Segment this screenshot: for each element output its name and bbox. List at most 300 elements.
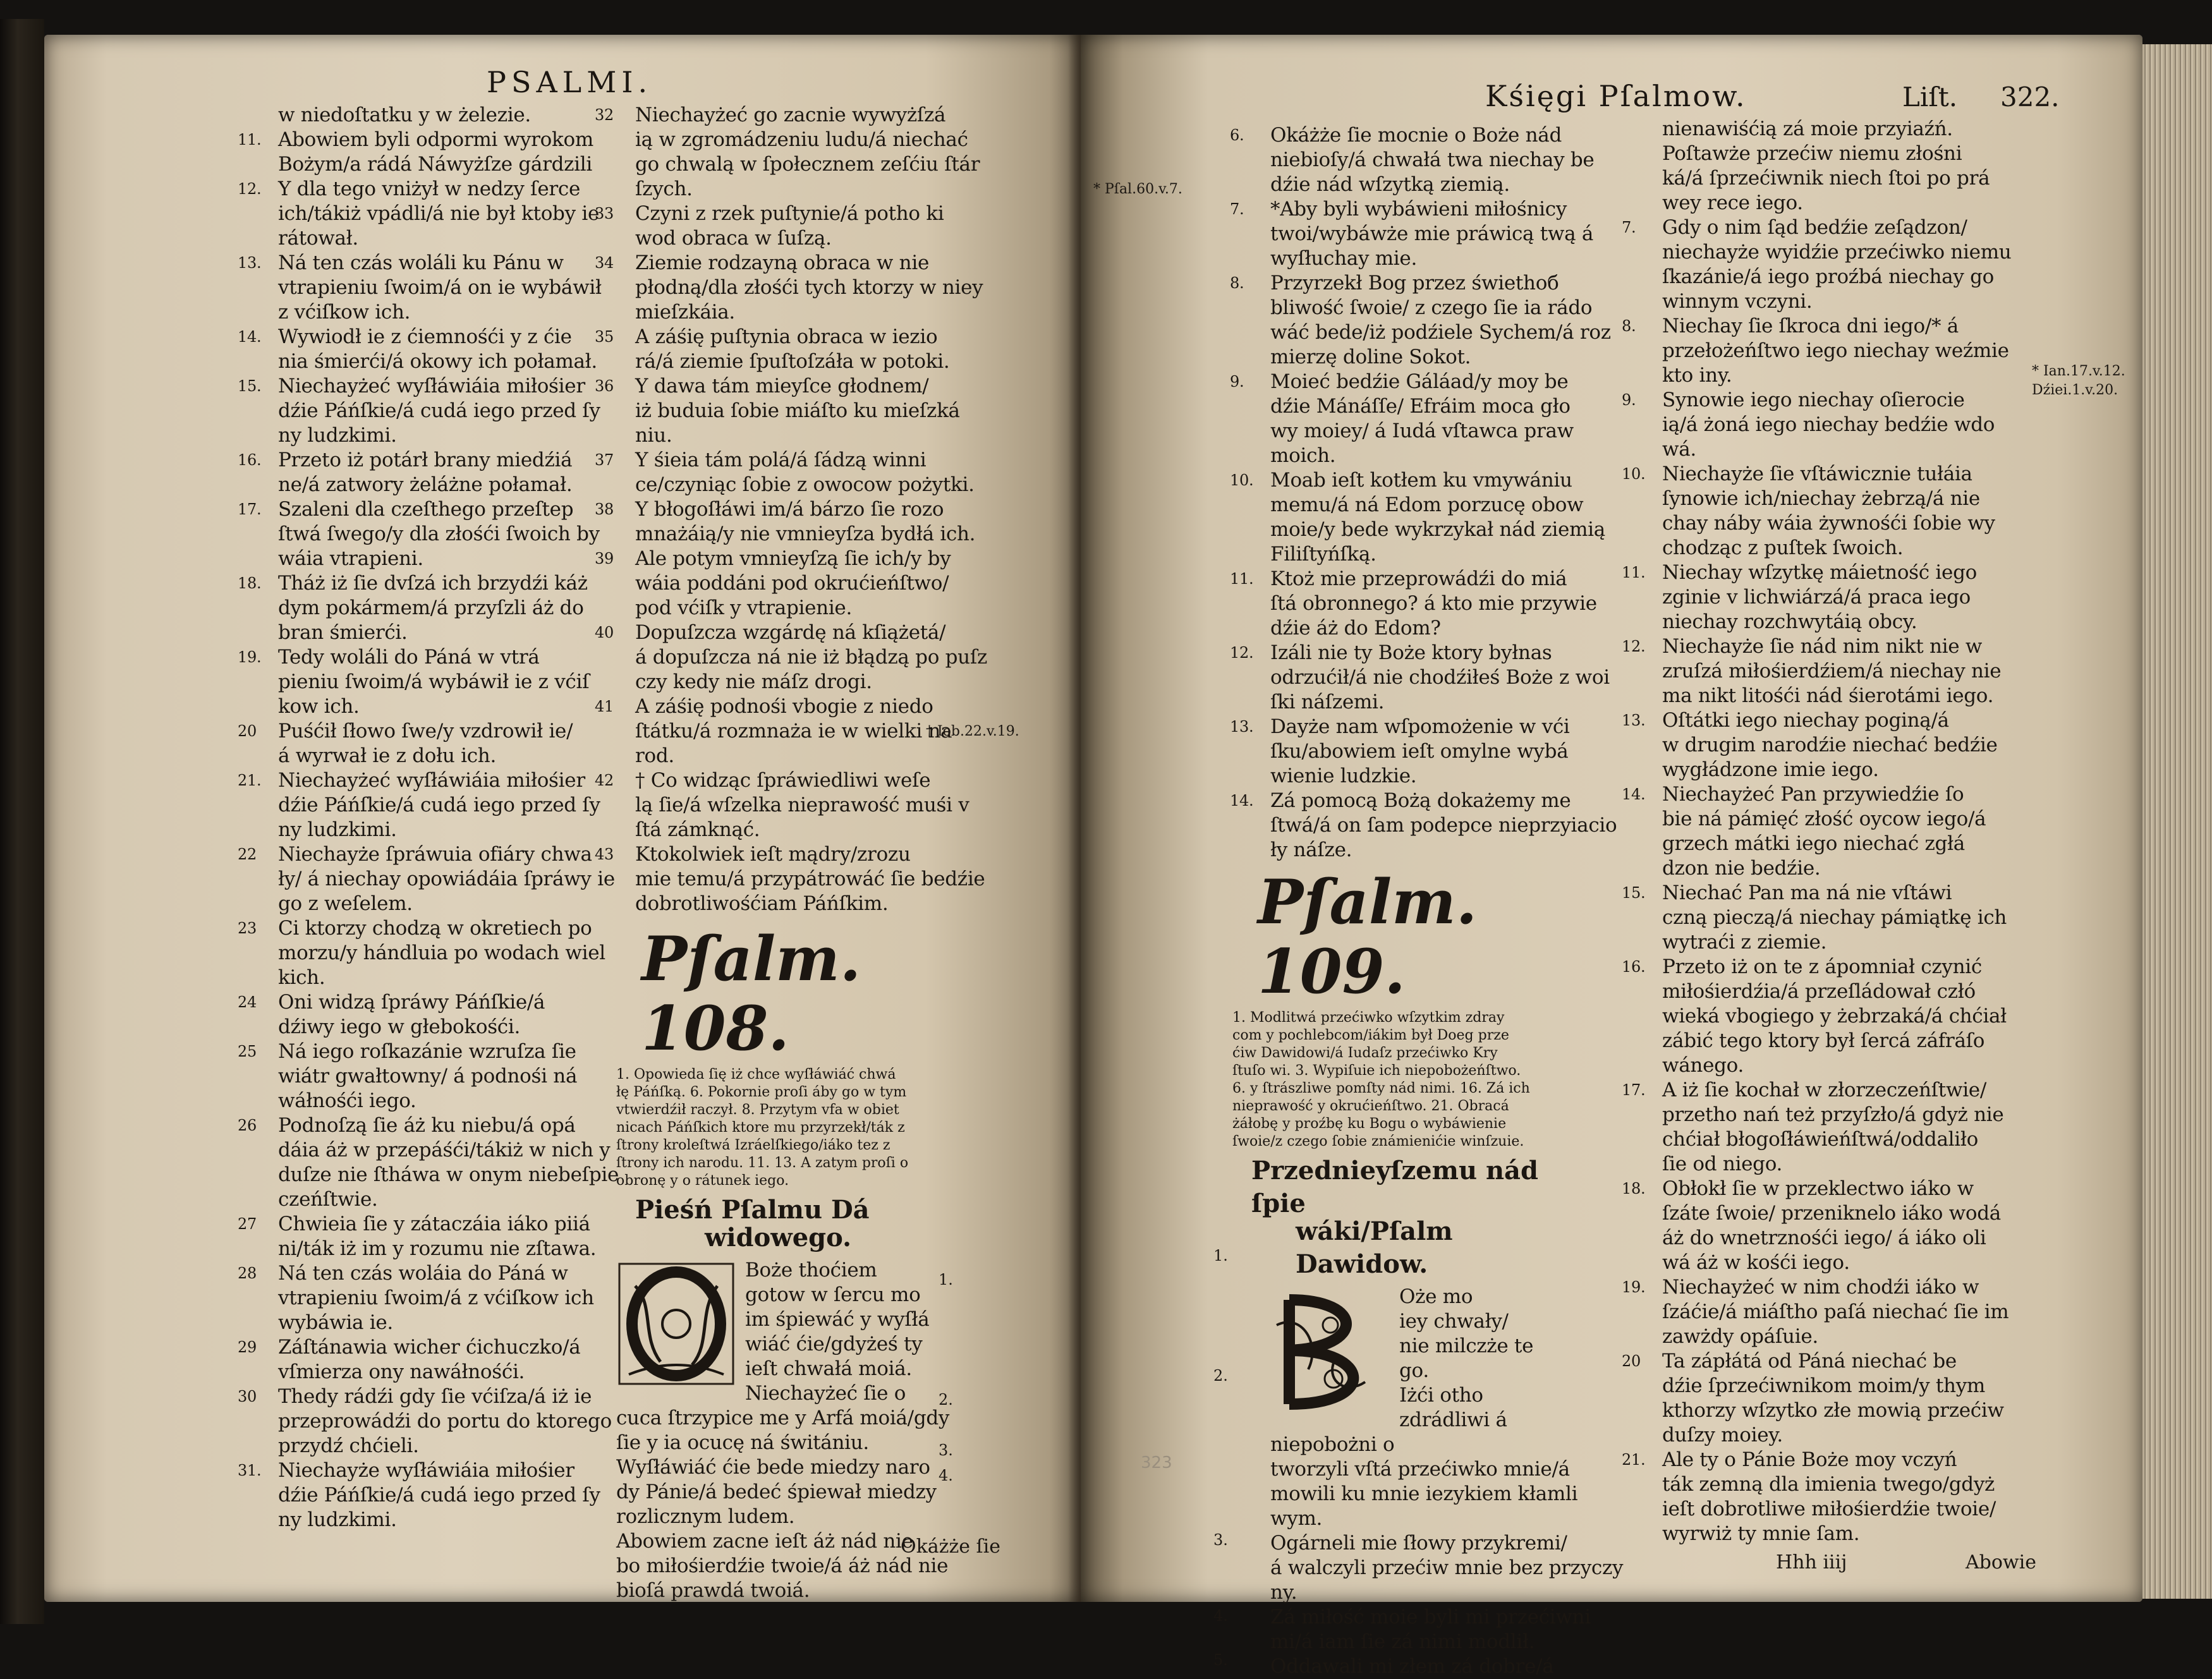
text-line <box>238 251 619 276</box>
verse-text: rod. <box>635 744 674 767</box>
verse-number: 5. <box>1213 1651 1228 1669</box>
text-line <box>1270 419 1617 444</box>
verse-text: Thedy rádźi gdy ſie vćiſza/á iż ie <box>278 1385 592 1408</box>
text-line <box>595 325 987 349</box>
text-line <box>1622 462 2011 487</box>
text-line: gotow w ſercu mo <box>745 1283 921 1306</box>
verse-text: zábić tego ktory był ſercá záfráſo <box>1662 1029 1985 1052</box>
verse-number: 18. <box>238 574 262 592</box>
verse-text: ny ludzkimi. <box>278 1508 397 1531</box>
text-line: ny. <box>1270 1581 1297 1604</box>
verse-text: wey rece iego. <box>1662 191 1803 214</box>
text-line <box>595 842 987 867</box>
verse-text: wáia poddáni pod okrućieńſtwo/ <box>635 572 949 595</box>
book-cover-edge <box>0 19 44 1624</box>
psalm-109-subhead: Przednieyſzemu nád ſpie <box>1251 1156 1538 1218</box>
verse-number: 35 <box>595 328 614 346</box>
text-line <box>238 1458 619 1483</box>
verse-text: ma nikt litośći nád śierotámi iego. <box>1662 684 1994 707</box>
verse-text: ſtá zámknąć. <box>635 818 760 841</box>
verse-text: Filiſtyńſką. <box>1270 543 1376 566</box>
verse-number: 11. <box>1622 564 1646 581</box>
verse-text: kow ich. <box>278 695 360 718</box>
text-line <box>1230 123 1617 148</box>
verse-text: á wyrwał ie z dołu ich. <box>278 744 496 767</box>
verse-text: Y dla tego vniżył w nedzy ſerce <box>278 178 581 200</box>
verse-text: Dopuſzcza wzgárdę ná kſiążetá/ <box>635 621 946 644</box>
text-line <box>238 374 619 399</box>
text-line <box>238 768 619 793</box>
text-line <box>1622 1078 2011 1103</box>
verse-text: A záśię puſtynia obraca w iezio <box>635 325 938 348</box>
text-line: niepobożni o <box>1270 1433 1395 1456</box>
verse-text: ſtwá ſwego/y dla złośći ſwoich by <box>278 523 600 545</box>
text-line <box>1662 758 2011 782</box>
verse-text: † Co widząc ſpráwiedliwi weſe <box>635 769 931 792</box>
text-line <box>278 423 619 448</box>
verse-number: 19. <box>238 648 262 666</box>
text-line <box>278 1286 619 1311</box>
text-line <box>278 793 619 818</box>
text-line: Zá miłość moie byli mi przećiwni <box>1270 1606 1591 1628</box>
text-line <box>278 399 619 423</box>
text-line <box>1230 567 1617 591</box>
verse-text: Ci ktorzy chodzą w okretiech po <box>278 917 592 940</box>
text-line: com y pochlebcom/iákim był Doeg prze <box>1232 1027 1509 1043</box>
verse-text: vtrapieniu ſwoim/á z vćiſkow ich <box>278 1287 594 1309</box>
verse-number: 23 <box>238 919 257 937</box>
verse-text: ſku/abowiem ieſt omylne wybá <box>1270 740 1569 763</box>
verse-number: 8. <box>1622 317 1636 335</box>
verse-text: Niechayżeć w nim chodźi iáko w <box>1662 1276 1979 1299</box>
verse-text: kto iny. <box>1662 364 1732 387</box>
verse-text: rátował. <box>278 227 358 250</box>
text-line <box>278 867 619 892</box>
verse-number: 17. <box>1622 1081 1646 1099</box>
verse-number: 38 <box>595 500 614 518</box>
verse-number: 21. <box>1622 1451 1646 1469</box>
text-line <box>1270 591 1617 616</box>
text-line <box>595 374 987 399</box>
verse-text: Y śieia tám polá/á ſádzą winni <box>635 449 927 471</box>
verse-number: 6. <box>1230 126 1244 144</box>
verse-text: ły/ á niechay opowiádáia ſpráwy ie <box>278 868 615 890</box>
text-line <box>595 694 987 719</box>
text-line <box>635 670 987 694</box>
text-line <box>1662 240 2011 265</box>
psalm-108-text <box>616 1258 950 1603</box>
text-line <box>1230 468 1617 493</box>
verse-number: 26 <box>238 1117 257 1134</box>
text-line: nieprawość y okrućieńſtwo. 21. Obracá <box>1232 1098 1509 1114</box>
verse-text: wienie ludzkie. <box>1270 765 1417 787</box>
verse-text: wytraći z ziemie. <box>1662 931 1827 954</box>
verse-text: memu/á ná Edom porzucę obow <box>1270 494 1584 516</box>
verse-number: 36 <box>595 377 614 395</box>
text-line <box>635 349 987 374</box>
verse-text: Dayże nam wſpomożenie w vći <box>1270 715 1570 738</box>
text-line <box>1662 117 2011 142</box>
verse-number: 43 <box>595 846 614 863</box>
verse-text: ſynowie ich/niechay żebrzą/á nie <box>1662 487 1980 510</box>
right-column-1 <box>1230 123 1617 863</box>
text-line <box>238 1335 619 1360</box>
verse-text: dźie Mánáſſe/ Efráim moca gło <box>1270 395 1571 418</box>
verse-number: 33 <box>595 205 614 222</box>
verse-text: dáia áż w przepáśći/tákiż w nich y <box>278 1139 611 1161</box>
text-line <box>278 202 619 226</box>
text-line <box>1662 733 2011 758</box>
verse-number: 9. <box>1230 373 1244 391</box>
running-head-left: PSALMI. <box>487 65 653 99</box>
psalm-108-summary <box>616 1066 932 1190</box>
verse-text: Podnoſzą ſie áż ku niebu/á opá <box>278 1114 576 1137</box>
text-line <box>1270 148 1617 173</box>
text-line <box>1662 930 2011 955</box>
verse-text: ká/á ſprzećiwnik niech ſtoi po prá <box>1662 167 1990 190</box>
text-line <box>1270 764 1617 789</box>
verse-number: 15. <box>238 377 262 395</box>
verse-text: duſze nie ſtháwa w onym niebeſpie <box>278 1163 619 1186</box>
text-line <box>1622 1448 2011 1472</box>
text-line <box>1270 518 1617 542</box>
text-line <box>635 867 987 892</box>
verse-text: ią w zgromádzeniu ludu/á niechać <box>635 128 968 151</box>
verse-text: Puśćił ſłowo ſwe/y vzdrowił ie/ <box>278 720 573 743</box>
verse-text: Synowie iego niechay oſierocie <box>1662 389 1965 411</box>
verse-text: dym pokármem/á przyſzli áż do <box>278 597 584 619</box>
text-line <box>238 128 619 152</box>
verse-number: 14. <box>1230 792 1254 809</box>
text-line <box>595 621 987 645</box>
verse-text: duſzy moiey. <box>1662 1424 1783 1446</box>
verse-text: ták zemną dla imienia twego/gdyż <box>1662 1473 1995 1496</box>
verse-text: zruſzá miłośierdźiem/á niechay nie <box>1662 660 2002 682</box>
text-line <box>1662 1201 2011 1226</box>
text-line: obronę y o rátunek iego. <box>616 1173 789 1189</box>
leaf-label: Liſt. <box>1902 82 1958 112</box>
verse-text: Niechayże ſie vſtáwicznie tułáia <box>1662 463 1972 485</box>
text-line <box>635 571 987 596</box>
verse-text: niu. <box>635 424 672 447</box>
verse-text: przydź chćieli. <box>278 1434 419 1457</box>
verse-number: 7. <box>1230 200 1244 218</box>
verse-text: Y błogoſłáwi im/á bárzo ſie rozo <box>635 498 944 521</box>
verse-text: Ale potym vmnieyſzą ſie ich/y by <box>635 547 951 570</box>
verse-text: Chwieia ſie y zátaczáia iáko piiá <box>278 1213 590 1235</box>
verse-text: Oni widzą ſpráwy Páńſkie/á <box>278 991 545 1014</box>
verse-text: pieniu ſwoim/á wybáwił ie z vćiſ <box>278 670 590 693</box>
text-line <box>1230 370 1617 394</box>
verse-text: A iż ſie kochał w złorzeczeńſtwie/ <box>1662 1079 1987 1101</box>
verse-number: 12. <box>238 180 262 198</box>
text-line <box>1662 1472 2011 1497</box>
text-line <box>278 1311 619 1335</box>
text-line <box>278 522 619 547</box>
margin-note-psal: * Pſal.60.v.7. <box>1093 181 1182 197</box>
verse-number: 7. <box>1622 219 1636 236</box>
verse-number: 2. <box>1213 1367 1228 1385</box>
verse-text: wá. <box>1662 438 1696 461</box>
verse-text: zginie v lichwiárzá/á praca iego <box>1662 586 1971 609</box>
verse-text: morzu/y hándluia po wodach wiel <box>278 942 605 964</box>
text-line <box>1622 215 2011 240</box>
verse-text: Záſtánawia wicher ćichuczko/á <box>278 1336 581 1359</box>
verse-text: wá áż w kośći iego. <box>1662 1251 1850 1274</box>
verse-number: 27 <box>238 1215 257 1233</box>
text-line: bo miłośierdźie twoie/á áż nád nie <box>616 1555 949 1577</box>
verse-text: chodząc z puſtek ſwoich. <box>1662 536 1904 559</box>
left-column-1 <box>238 103 619 1532</box>
verse-text: Niechayże ſie nád nim nikt nie w <box>1662 635 1983 658</box>
verse-text: Niechayżeć go zacnie wywyżſzá <box>635 104 946 126</box>
verse-number: 17. <box>238 500 262 518</box>
verse-text: dźie nád wſzytką ziemią. <box>1270 173 1510 196</box>
verse-text: ſzáćie/á miáſtho paſá niechać ſie im <box>1662 1300 2009 1323</box>
verse-text: vtrapieniu ſwoim/á on ie wybáwił <box>278 276 602 299</box>
text-line: Abowiem zacne ieſt áż nád nie <box>616 1530 913 1553</box>
verse-text: rá/á ziemie ſpuſtoſzáła w potoki. <box>635 350 950 373</box>
verse-number: 13. <box>1230 718 1254 736</box>
verse-text: wiátr gwałtowny/ á podnośi ná <box>278 1065 578 1088</box>
verse-number: 12. <box>1230 644 1254 662</box>
verse-text: twoi/wybáwże mie práwicą twą á <box>1270 222 1594 245</box>
verse-text: ſie od niego. <box>1662 1153 1783 1175</box>
text-line <box>1270 616 1617 641</box>
text-line <box>278 1434 619 1458</box>
verse-number: 21. <box>238 772 262 789</box>
verse-number: 3. <box>939 1441 953 1459</box>
verse-text: dźie ſprzećiwnikom moim/y thym <box>1662 1374 1986 1397</box>
text-line: żáłobę y proźbę ku Bogu o wybáwienie <box>1232 1116 1507 1132</box>
text-line <box>1270 665 1617 690</box>
text-line <box>278 1064 619 1089</box>
text-line: 1. Opowieda ſię iż chce wyſłáwiáć chwá <box>616 1067 896 1082</box>
verse-text: dźie Páńſkie/á cudá iego przed ſy <box>278 794 600 816</box>
verse-number: 24 <box>238 993 257 1011</box>
verse-number: 10. <box>1230 471 1254 489</box>
verse-text: Niechay wſzytkę máietność iego <box>1662 561 1977 584</box>
text-line <box>278 744 619 768</box>
verse-text: á dopuſzcza ná nie iż błądzą po puſz <box>635 646 988 669</box>
verse-text: dobrotliwośćiam Páńſkim. <box>635 892 889 915</box>
text-line: ſwoie/z czego ſobie známienićie winſzuie. <box>1232 1134 1524 1149</box>
verse-number: 3. <box>1213 1531 1228 1549</box>
text-line <box>1662 289 2011 314</box>
pencil-number: 323 <box>1141 1453 1172 1472</box>
verse-text: chay náby wáia żywnośći ſobie wy <box>1662 512 1995 535</box>
text-line <box>1230 789 1617 813</box>
verse-text: *Aby byli wybáwieni miłośnicy <box>1270 198 1567 221</box>
verse-text: dźiwy iego w głebokośći. <box>278 1015 521 1038</box>
text-line <box>238 448 619 473</box>
text-line <box>238 990 619 1015</box>
verse-text: mieſzkáia. <box>635 301 735 324</box>
verse-text: bran śmierći. <box>278 621 408 644</box>
verse-text: ſtá obronnego? á kto mie przywie <box>1270 592 1597 615</box>
verse-text: ieſt dobrotliwe miłośierdźie twoie/ <box>1662 1498 1996 1520</box>
verse-number: 32 <box>595 106 614 124</box>
text-line: cuca ſtrzypice me y Arfá moiá/gdy <box>616 1407 950 1429</box>
verse-text: Ziemie rodzayną obraca w nie <box>635 252 929 274</box>
verse-text: Moab ieſt kotłem ku vmywániu <box>1270 469 1572 492</box>
verse-number: 34 <box>595 254 614 272</box>
text-line <box>238 1113 619 1138</box>
verse-text: bliwość ſwoie/ z czego ſie ia rádo <box>1270 296 1593 319</box>
verse-text: niechay rozchwytáią obcy. <box>1662 610 1917 633</box>
text-line <box>635 399 987 423</box>
text-line: wym. <box>1270 1507 1323 1530</box>
verse-text: Oſtátki iego niechay poginą/á <box>1662 709 1949 732</box>
text-line <box>635 423 987 448</box>
verse-text: przetho nań też przyſzło/á gdyż nie <box>1662 1103 2004 1126</box>
text-line <box>1662 832 2011 856</box>
verse-text: zawżdy opáſuie. <box>1662 1325 1818 1348</box>
verse-number: 8. <box>1230 274 1244 292</box>
left-column-2 <box>595 103 988 916</box>
verse-number: 39 <box>595 550 614 567</box>
text-line <box>278 1409 619 1434</box>
verse-text: ły náſze. <box>1270 839 1352 861</box>
verse-text: nienawiśćią zá moie przyiaźń. <box>1662 118 1953 140</box>
verse-text: Przyrzekł Bog przez świethoб <box>1270 272 1559 294</box>
verse-text: moie/y bede wykrzykał nád ziemią <box>1270 518 1605 541</box>
text-line <box>1622 881 2011 906</box>
text-line <box>595 448 987 473</box>
text-line <box>1270 739 1617 764</box>
right-page <box>1081 35 2142 1678</box>
text-line: 1. Modlitwá przećiwko wſzytkim zdray <box>1232 1010 1505 1026</box>
text-line <box>595 547 987 571</box>
verse-number: 18. <box>1622 1180 1646 1197</box>
text-line <box>635 744 987 768</box>
text-line: mowili ku mnie iezykiem kłamli <box>1270 1482 1578 1505</box>
text-line <box>278 1508 619 1532</box>
verse-number: 28 <box>238 1264 257 1282</box>
text-line <box>238 916 619 941</box>
verse-text: czną pieczą/á niechay pámiątkę ich <box>1662 906 2007 929</box>
verse-number: 4. <box>1213 1607 1228 1625</box>
text-line <box>278 1089 619 1113</box>
text-line: wiáć ćie/gdyżeś ty <box>745 1333 923 1355</box>
text-line <box>1230 197 1617 222</box>
verse-text: ich/tákiż vpádli/á nie był ktoby ie <box>278 202 600 225</box>
text-line <box>278 300 619 325</box>
verse-text: wyrwiż ty mnie ſam. <box>1662 1522 1860 1545</box>
verse-text: przełożeńſtwo iego niechay weźmie <box>1662 339 2009 362</box>
text-line: tworzyli vſtá przećiwko mnie/á <box>1270 1458 1570 1481</box>
text-line <box>238 1212 619 1237</box>
text-line <box>635 300 987 325</box>
psalm-109-title: Pſalm. 109. <box>1258 866 1478 1007</box>
fore-edge <box>2142 44 2212 1599</box>
text-line: łę Páńſką. 6. Pokornie proſi áby go w tym <box>616 1084 907 1100</box>
verse-text: Bożym/a rádá Náwyżſze gárdzili <box>278 153 593 176</box>
verse-text: dźie Páńſkie/á cudá iego przed ſy <box>278 1484 600 1506</box>
verse-text: pod vćiſk y vtrapienie. <box>635 597 853 619</box>
text-line <box>1662 1226 2011 1251</box>
text-line <box>1662 1423 2011 1448</box>
verse-number: 13. <box>238 254 262 272</box>
verse-text: wánego. <box>1662 1054 1744 1077</box>
text-line <box>278 226 619 251</box>
verse-text: Obłokł ſie w przeklectwo iáko w <box>1662 1177 1974 1200</box>
text-line <box>278 621 619 645</box>
text-line <box>1622 955 2011 979</box>
text-line: nie milczże te <box>1399 1335 1534 1357</box>
text-line <box>1622 634 2011 659</box>
text-line <box>1662 979 2011 1004</box>
verse-text: dzon nie bedźie. <box>1662 857 1821 880</box>
right-column-2 <box>1622 117 2012 1546</box>
text-line <box>1622 314 2011 339</box>
verse-number: 1. <box>1213 1247 1228 1264</box>
text-line <box>1270 345 1617 370</box>
psalm-108-subhead: Pieśń Pſalmu Dá <box>635 1195 870 1225</box>
verse-text: dźie Páńſkie/á cudá iego przed ſy <box>278 399 600 422</box>
text-line <box>1662 1127 2011 1152</box>
text-line <box>1662 413 2011 437</box>
text-line <box>1270 246 1617 271</box>
text-line <box>1230 715 1617 739</box>
margin-note-dziei: Dźiei.1.v.20. <box>2032 382 2118 398</box>
signature-mark: Hhh iiij <box>1776 1551 1847 1573</box>
verse-text: Ta zápłátá od Páná niechać be <box>1662 1350 1957 1373</box>
verse-text: chćiał błogoſłáwieńſtwá/oddaliło <box>1662 1128 1978 1151</box>
text-line <box>1662 1374 2011 1398</box>
verse-number: 20 <box>1622 1352 1641 1370</box>
verse-text: Ná ten czás woláia do Páná w <box>278 1262 568 1285</box>
verse-text: Ná iego roſkazánie wzruſza ſie <box>278 1040 576 1063</box>
verse-text: ni/ták iż im y rozumu nie zſtawa. <box>278 1237 597 1260</box>
verse-text: Okáżże ſie mocnie o Boże nád <box>1270 124 1562 147</box>
verse-text: go chwalą w ſpołecznem zeſćiu ſtár <box>635 153 980 176</box>
text-line: im śpiewáć y wyſłá <box>745 1308 930 1331</box>
text-line <box>238 325 619 349</box>
verse-number: 22 <box>238 846 257 863</box>
text-line <box>1662 856 2011 881</box>
verse-text: wáłnośći iego. <box>278 1089 416 1112</box>
text-line: Boże thoćiem <box>745 1259 877 1282</box>
text-line <box>278 1360 619 1385</box>
catchword-right: Abowie <box>1966 1551 2036 1573</box>
verse-text: Niechayże wyſłáwiáia miłośier <box>278 1459 574 1482</box>
verse-number: 10. <box>1622 465 1646 483</box>
psalm-109-text <box>1270 1285 1624 1679</box>
text-line <box>1662 1497 2011 1522</box>
text-line <box>1270 173 1617 197</box>
folio-number: 322. <box>2000 82 2060 112</box>
verse-text: Zá pomocą Bożą dokażemy me <box>1270 789 1571 812</box>
text-line <box>1662 1251 2011 1275</box>
psalm-109-summary <box>1232 1009 1586 1151</box>
text-line <box>278 818 619 842</box>
text-line <box>635 226 987 251</box>
verse-text: Niechać Pan ma ná nie vſtáwi <box>1662 882 1952 904</box>
verse-text: Czyni z rzek puſtynie/á potho ki <box>635 202 944 225</box>
text-line <box>1270 296 1617 320</box>
verse-text: miłośierdźia/á przeſládował człó <box>1662 980 1976 1003</box>
text-line <box>595 768 987 793</box>
verse-text: winnym vczyni. <box>1662 290 1813 313</box>
psalm-108-title: Pſalm. 108. <box>641 923 861 1064</box>
verse-number: 14. <box>238 328 262 346</box>
text-line <box>278 1237 619 1261</box>
verse-text: Ná ten czás woláli ku Pánu w <box>278 252 564 274</box>
text-line <box>1662 363 2011 388</box>
verse-text: wáia vtrapieni. <box>278 547 423 570</box>
verse-number: 25 <box>238 1043 257 1060</box>
